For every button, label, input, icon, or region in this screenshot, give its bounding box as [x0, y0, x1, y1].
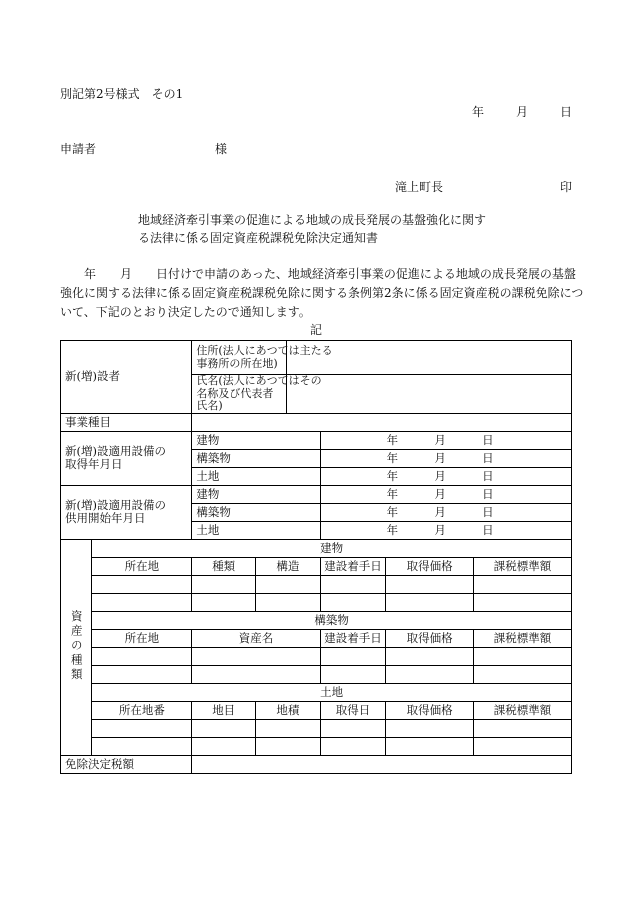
day-mark: 日	[482, 504, 494, 519]
name-value	[287, 375, 572, 414]
month-mark: 月	[515, 105, 528, 119]
day-mark: 日	[559, 105, 572, 119]
applicant-label: 申請者	[60, 142, 97, 156]
address-label-line-1: 住所(法人にあつては主たる	[196, 343, 333, 357]
month-mark: 月	[434, 432, 446, 447]
acquisition-label-line-2: 取得年月日	[65, 457, 123, 472]
asset-kind-label	[61, 539, 92, 755]
land-col-acquisition-date: 取得日	[320, 701, 386, 719]
land-col-tax-base: 課税標準額	[473, 701, 571, 719]
service-label-line-2: 供用開始年月日	[65, 511, 146, 526]
title-line-2: る法律に係る固定資産税課税免除決定通知書	[138, 231, 379, 245]
month-mark: 月	[434, 450, 446, 465]
day-mark: 日	[482, 468, 494, 483]
structure-col-asset-name: 資産名	[192, 629, 320, 647]
service-start-label	[61, 485, 192, 539]
asset-kind-text: 資産の種類	[69, 609, 84, 683]
business-type-label: 事業種目	[61, 413, 192, 431]
acquisition-label-line-1: 新(増)設適用設備の	[65, 444, 166, 459]
exemption-table	[60, 340, 572, 774]
body-line-2: 強化に関する法律に係る固定資産税課税免除に関する条例第2条に係る固定資産税の課税免除につ	[60, 286, 584, 300]
land-col-area: 地積	[256, 701, 321, 719]
year-mark: 年	[386, 504, 399, 519]
service-item-structure: 構築物	[192, 503, 320, 521]
issuer: 滝上町長	[395, 180, 444, 194]
day-mark: 日	[482, 522, 494, 537]
installer-label: 新(増)設者	[61, 341, 192, 414]
structure-heading: 構築物	[92, 611, 572, 629]
ki-label: 記	[310, 323, 323, 337]
service-date-building	[320, 485, 571, 503]
structure-col-location: 所在地	[92, 629, 192, 647]
land-blank-row	[61, 737, 572, 755]
acquisition-item-land: 土地	[192, 467, 320, 485]
land-col-acquisition-price: 取得価格	[386, 701, 474, 719]
service-item-land: 土地	[192, 521, 320, 539]
body-line-3: いて、下記のとおり決定したので通知します。	[60, 305, 311, 319]
seal-mark: 印	[560, 180, 573, 194]
year-mark: 年	[386, 486, 399, 501]
acquisition-label	[61, 431, 192, 485]
acquisition-item-structure: 構築物	[192, 449, 320, 467]
building-col-acquisition-price: 取得価格	[386, 557, 474, 575]
building-col-location: 所在地	[92, 557, 192, 575]
month-mark: 月	[434, 522, 446, 537]
year-mark: 年	[472, 105, 485, 119]
acquisition-date-building	[320, 431, 571, 449]
month-mark: 月	[434, 504, 446, 519]
building-col-structure: 構造	[256, 557, 321, 575]
land-col-land-category: 地目	[192, 701, 256, 719]
structure-col-acquisition-price: 取得価格	[386, 629, 474, 647]
day-mark: 日	[482, 432, 494, 447]
structure-blank-row	[61, 647, 572, 665]
year-mark: 年	[386, 522, 399, 537]
building-blank-row	[61, 593, 572, 611]
header-date	[472, 106, 572, 118]
building-col-kind: 種類	[192, 557, 256, 575]
title-line-1: 地域経済牽引事業の促進による地域の成長発展の基盤強化に関す	[138, 213, 487, 227]
month-mark: 月	[434, 468, 446, 483]
day-mark: 日	[482, 450, 494, 465]
address-label-line-2: 事務所の所在地)	[196, 356, 278, 370]
structure-col-construction-start: 建設着手日	[320, 629, 386, 647]
business-type-value	[192, 413, 572, 431]
address-label	[192, 341, 333, 375]
exemption-amount-value	[192, 755, 572, 773]
land-heading: 土地	[92, 683, 572, 701]
body-line-1: 年 月 日付けで申請のあった、地域経済牽引事業の促進による地域の成長発展の基盤	[60, 267, 576, 281]
name-label	[192, 374, 322, 414]
service-label-line-1: 新(増)設適用設備の	[65, 498, 166, 513]
building-heading: 建物	[92, 539, 572, 557]
building-blank-row	[61, 575, 572, 593]
year-mark: 年	[386, 468, 399, 483]
structure-col-tax-base: 課税標準額	[473, 629, 571, 647]
service-date-land	[320, 521, 571, 539]
day-mark: 日	[482, 486, 494, 501]
year-mark: 年	[386, 450, 399, 465]
land-col-lot-number: 所在地番	[92, 701, 192, 719]
acquisition-date-land	[320, 467, 571, 485]
service-date-structure	[320, 503, 571, 521]
acquisition-date-structure	[320, 449, 571, 467]
acquisition-item-building: 建物	[192, 431, 320, 449]
form-number: 別記第2号様式 その1	[60, 87, 184, 101]
service-item-building: 建物	[192, 485, 320, 503]
name-label-line-1: 氏名(法人にあつてはその	[196, 374, 322, 387]
land-blank-row	[61, 719, 572, 737]
month-mark: 月	[434, 486, 446, 501]
name-label-line-2: 名称及び代表者氏名)	[196, 386, 274, 413]
structure-blank-row	[61, 665, 572, 683]
year-mark: 年	[386, 432, 399, 447]
exemption-amount-label: 免除決定税額	[61, 755, 192, 773]
building-col-construction-start: 建設着手日	[320, 557, 386, 575]
honorific: 様	[215, 142, 228, 156]
building-col-tax-base: 課税標準額	[473, 557, 571, 575]
